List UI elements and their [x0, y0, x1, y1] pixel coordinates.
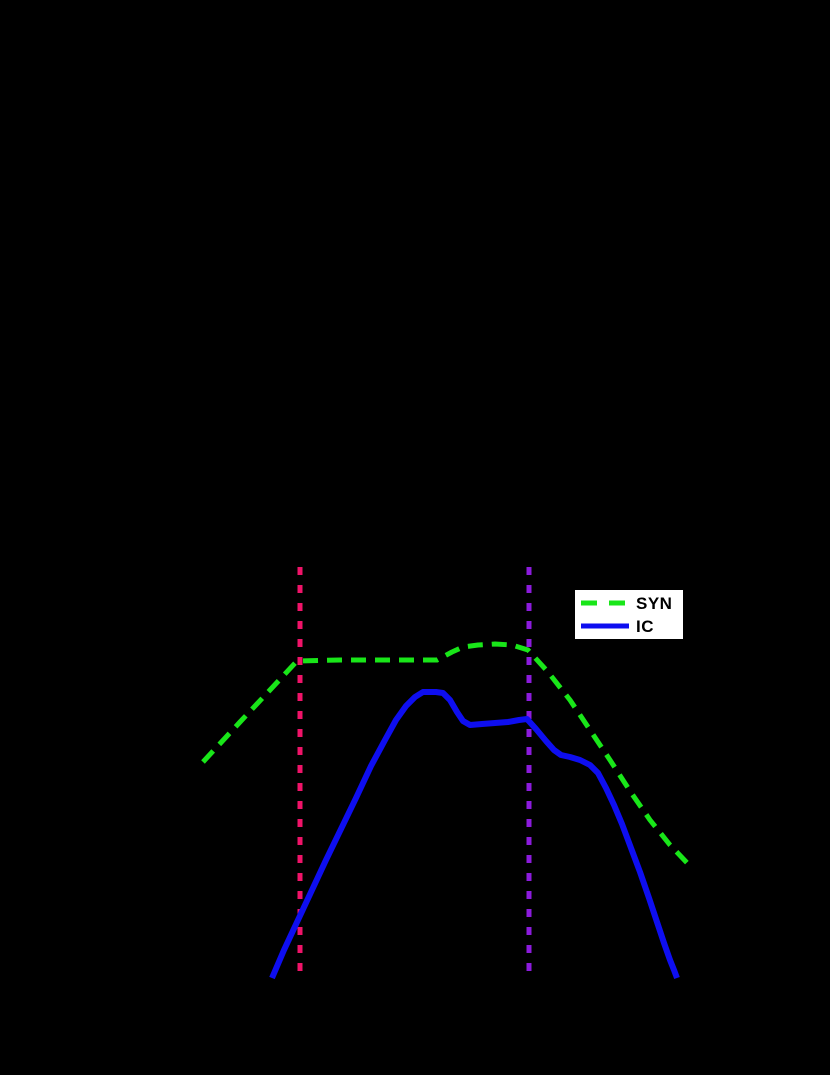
legend-entry-syn: [581, 592, 679, 614]
syn-dashed-line-swatch: [581, 599, 629, 607]
legend-entry-ic: [581, 615, 679, 637]
syn-curve: [203, 644, 692, 868]
ic-solid-line-swatch: [581, 622, 629, 630]
legend-label-syn: SYN: [636, 593, 673, 613]
chart-legend: [573, 588, 685, 641]
legend-label-ic: IC: [636, 616, 654, 636]
ic-curve: [272, 692, 677, 978]
